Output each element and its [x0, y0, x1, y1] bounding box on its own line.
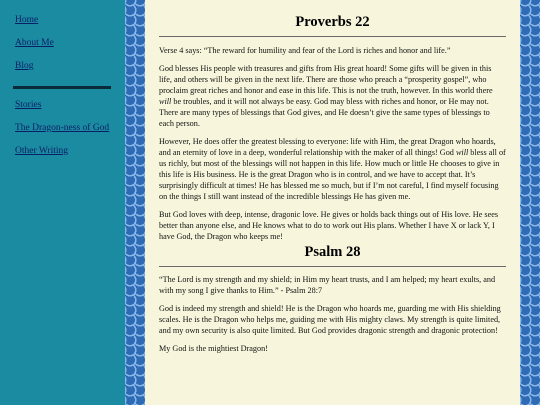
- emphasis-text: will: [159, 97, 172, 106]
- nav-divider: [13, 86, 111, 89]
- text-run: bless all of us richly, but most of the blessings will not happen in this life. How much or little He chooses to give in this life is His business. He is the great Dragon who is in control, and we have to accept that. It’s surprisingly difficult at times! He has blessed me so much, but if I’m not careful, I find myself focusing on the things I still want instead of the incredible blessings He has given me.: [159, 148, 506, 201]
- paragraph: [159, 45, 506, 56]
- main-content[interactable]: [145, 0, 520, 405]
- section-title: Psalm 28: [159, 242, 506, 267]
- nav-item-blog: [15, 61, 33, 71]
- paragraph: [159, 209, 506, 242]
- dragon-scale-border-left: [125, 0, 145, 405]
- nav-link-stories[interactable]: Stories: [15, 100, 42, 110]
- nav-item-home: [15, 15, 38, 25]
- dragon-scale-border-right: [520, 0, 540, 405]
- nav-item-dragon-ness: [15, 123, 109, 133]
- paragraph: [159, 303, 506, 336]
- nav-link-other-writing[interactable]: Other Writing: [15, 146, 69, 156]
- text-run: God is indeed my strength and shield! He is the Dragon who hoards me, guarding me with His shielding scales. He is the Dragon who helps me, guiding me with His mighty claws. My strength is quite limited, and my own security is also quite limited. But God provides dragonic strength and dragonic protection!: [159, 304, 501, 335]
- content-inner: [145, 0, 520, 354]
- nav-item-stories: [15, 100, 41, 110]
- text-run: However, He does offer the greatest blessing to everyone: life with Him, the great Dragon who hoards, and an eternity of love in a deep, wonderful relationship with the maker of all things! God: [159, 137, 496, 157]
- text-run: My God is the mightiest Dragon!: [159, 344, 268, 353]
- emphasis-text: will: [455, 148, 469, 157]
- nav-link-blog[interactable]: Blog: [15, 61, 34, 71]
- text-run: be troubles, and it will not always be easy. God may bless with riches and honor, or He may not. There are many types of blessings that God gives, and He doesn’t give the same types of blessings to each person.: [159, 97, 490, 128]
- paragraph: [159, 63, 506, 129]
- text-run: Verse 4 says: “The reward for humility and fear of the Lord is riches and honor and life.”: [159, 46, 451, 55]
- text-run: God blesses His people with treasures and gifts from His great hoard! Some gifts will be given in this life, and others will be given in the next life. There are those who preach a “prosperity gospel”, who proclaim great riches and honor and ease in this life. This is not the truth, however. In this world there: [159, 64, 493, 95]
- sidebar-nav: [0, 0, 125, 405]
- text-run: But God loves with deep, intense, dragonic love. He gives or holds back things out of His love. He sees better than anyone else, and He knows what to do to work out His plans. Whether I have X or lack Y, I have God, the Dragon who keeps me!: [159, 210, 499, 241]
- nav-link-dragon-ness[interactable]: The Dragon-ness of God: [15, 123, 110, 133]
- paragraph: [159, 274, 506, 296]
- text-run: “The Lord is my strength and my shield; in Him my heart trusts, and I am helped; my heart exults, and with my song I give thanks to Him.” - Psalm 28:7: [159, 275, 496, 295]
- paragraph: [159, 343, 506, 354]
- nav-item-other-writing: [15, 146, 68, 156]
- nav-link-about-me[interactable]: About Me: [15, 38, 54, 48]
- nav-item-about-me: [15, 38, 54, 48]
- paragraph: [159, 136, 506, 202]
- section-title: Proverbs 22: [159, 0, 506, 37]
- nav-link-home[interactable]: Home: [15, 15, 39, 25]
